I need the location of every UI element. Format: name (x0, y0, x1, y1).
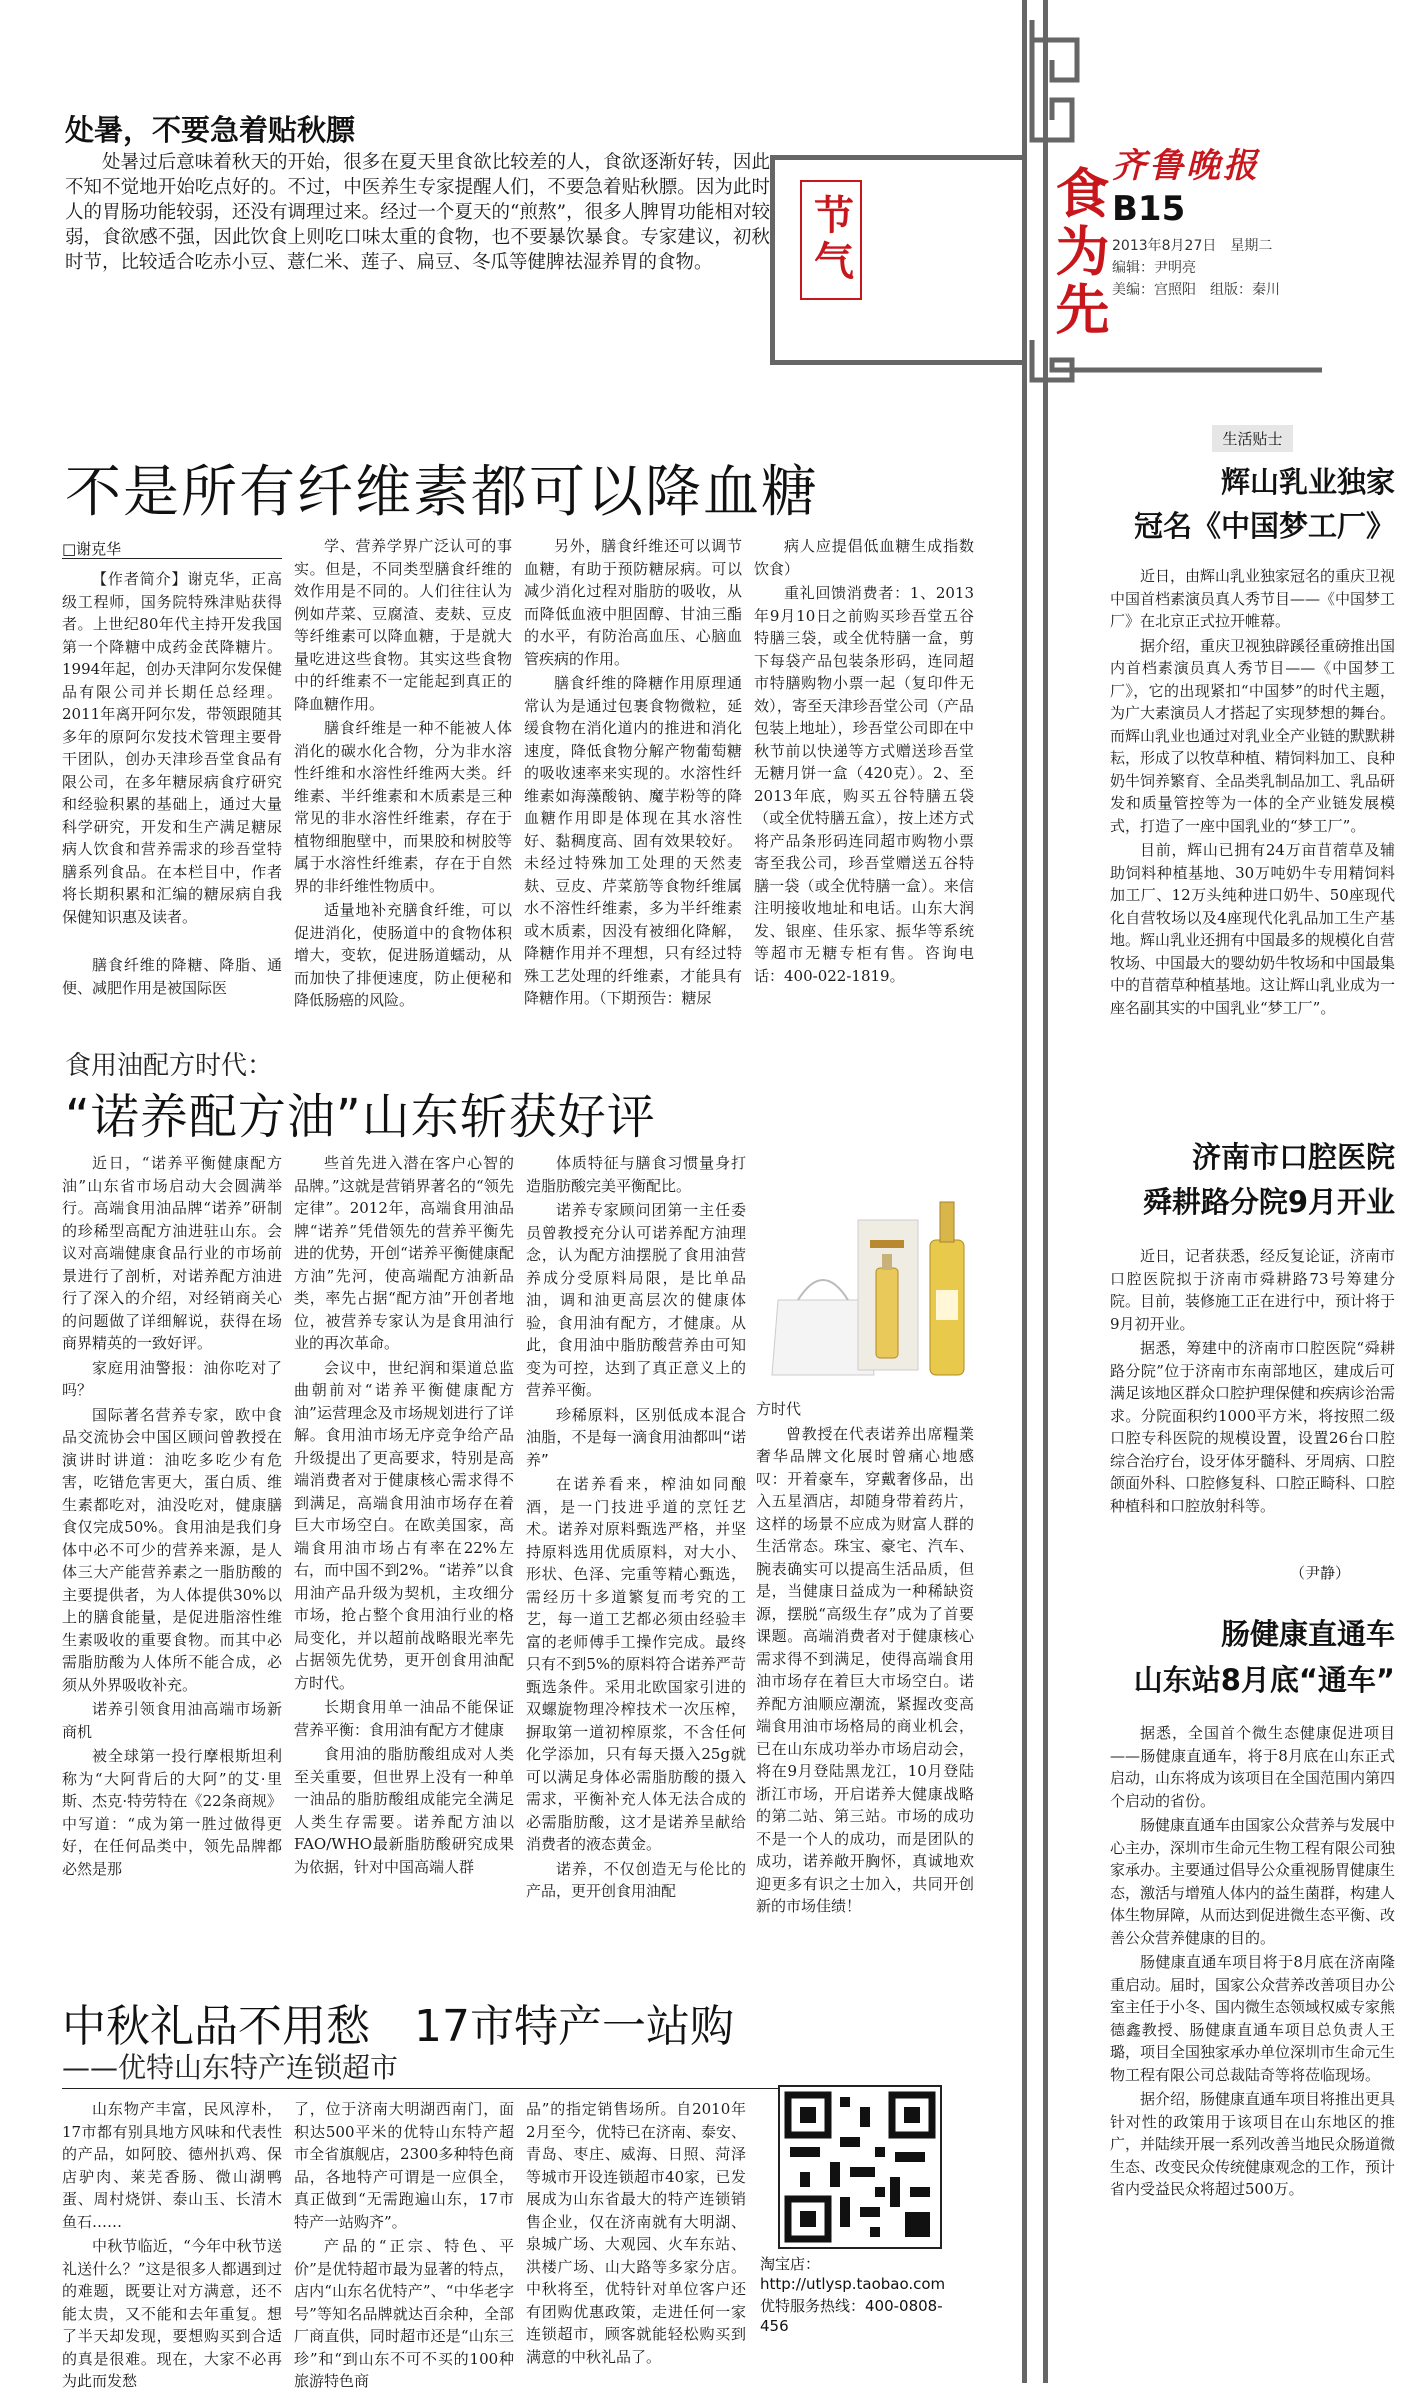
fiber-col-3 (524, 535, 742, 1035)
sidebar-a1-body (1110, 565, 1395, 1125)
fiber-col-2 (294, 535, 512, 1035)
midautumn-col2-para: 了，位于济南大明湖西南门，面积达500平米的优特山东特产超市全省旗舰店，2300多种特色商品，各地特产可谓是一应俱全，真正做到“无需跑遍山东，17市特产一站购齐”。 (294, 2100, 514, 2231)
fiber-col2-para: 适量地补充膳食纤维，可以促进消化，使肠道中的食物体积增大，变软，促进肠道蠕动，从而加快了排便速度，防止便秘和降低肠癌的风险。 (294, 901, 512, 1009)
oil-bottle-gift-box-image (758, 1180, 972, 1390)
oil-subhead: 长期食用单一油品不能保证营养平衡：食用油有配方才健康 (294, 1698, 514, 1739)
oil-col2-para: 会议中，世纪润和渠道总监曲朝前对“诺养平衡健康配方油”运营理念及市场规划进行了详解。食用油市场无序竞争给产品升级提出了更高要求，特别是高端消费者对于健康核心需求得不到满足，高端食用油市场存在着巨大市场空白。在欧美国家，高端食用油市场占有率在22%左右，而中国不到2%。“诺养”以食用油产品升级为契机，主攻细分市场，抢占整个食用油行业的格局变化，并以超前战略眼光率先占据领先优势，更开创食用油配方时代。 (294, 1358, 514, 1692)
oil-col1-para: 被全球第一投行摩根斯坦利称为“大阿背后的大阿”的艾·里斯、杰克·特劳特在《22条商规》中写道：“成为第一胜过做得更好，在任何品类中，领先品牌都必然是那 (62, 1747, 282, 1878)
midautumn-title: 中秋礼品不用愁 17市特产一站购 (62, 2001, 734, 2052)
oil-subhead: 诺养引领食用油高端市场新商机 (62, 1700, 282, 1741)
oil-article-kicker: 食用油配方时代： (65, 1051, 274, 1081)
fiber-col4-para: 病人应提倡低血糖生成指数饮食） (754, 537, 974, 578)
oil-col4-para: 曾教授在代表诺养出席糧業奢华品牌文化展时曾痛心地感叹：开着豪车，穿戴奢侈品，出入五星酒店，却随身带着药片，这样的场景不应成为财富人群的生活常态。珠宝、豪宅、汽车、腕表确实可以提高生活品质，但是，当健康日益成为一种稀缺资源，摆脱“高级生存”成为了首要课题。高端消费者对于健康核心需求得不到满足，使得高端食用油市场存在着巨大市场空白。诺养配方油顺应潮流，紧握改变高端食用油市场格局的商业机会，已在山东成功举办市场启动会，将在9月登陆黑龙江，10月登陆浙江市场，开启诺养大健康战略的第二站、第三站。市场的成功不是一个人的成功，而是团队的成功，诺养敞开胸怀，真诚地欢迎更多有识之士加入，共同开创新的市场佳绩！ (756, 1424, 974, 1915)
sidebar-a3-title-1: 肠健康直通车 (1220, 1617, 1395, 1651)
taobao-shop-label[interactable]: 淘宝店：http://utlysp.taobao.com (760, 2255, 946, 2293)
fiber-col-1 (62, 568, 282, 1038)
sidebar-a2-para: 据悉，筹建中的济南市口腔医院“舜耕路分院”位于济南市东南部地区，建成后可满足该地区群众口腔护理保健和疾病诊治需求。分院面积约1000平方米，将按照二级口腔专科医院的规模设置，设置26台口腔综合治疗台，设牙体牙髓科、牙周病、口腔颌面外科、口腔修复科、口腔正畸科、口腔种植科和口腔放射科等。 (1110, 1339, 1396, 1515)
fiber-col-4 (754, 535, 974, 1035)
fiber-col2-para: 学、营养学界广泛认可的事实。但是，不同类型膳食纤维的效作用是不同的。人们往往认为例如芹菜、豆腐渣、麦麸、豆皮等纤维素可以降血糖，于是就大量吃进这些食物。其实这些食物中的纤维素不一定能起到真正的降血糖作用。 (294, 537, 512, 713)
sidebar-a3-para: 据悉，全国首个微生态健康促进项目——肠健康直通车，将于8月底在山东正式启动，山东将成为该项目在全国范围内第四个启动的省份。 (1110, 1724, 1396, 1810)
sidebar-a2-byline: （尹静） (1290, 1564, 1351, 1582)
sidebar-a3-title-2: 山东站8月底“通车” (1133, 1663, 1395, 1697)
oil-col2-para: 些首先进入潜在客户心智的品牌。”这就是营销界著名的“领先定律”。2012年，高端食用油品牌“诺养”凭借领先的营养平衡先进的优势，开创“诺养平衡健康配方油”先河，使高端配方油新品类，率先占据“配方油”开创者地位，被营养专家认为是食用油行业的再次革命。 (294, 1154, 514, 1352)
hotline-label: 优特服务热线：400-0808-456 (760, 2297, 943, 2335)
midautumn-subtitle: ——优特山东特产连锁超市 (62, 2051, 399, 2084)
midautumn-rule (62, 2088, 782, 2089)
oil-col2-para: 食用油的脂肪酸组成对人类至关重要，但世界上没有一种单一油品的脂肪酸组成能完全满足人类生存需要。诺养配方油以FAO/WHO最新脂肪酸研究成果为依据，针对中国高端人群 (294, 1745, 514, 1876)
fiber-col1-para: 膳食纤维的降糖、降脂、通便、减肥作用是被国际医 (62, 956, 282, 997)
midautumn-col-3 (526, 2098, 746, 2368)
sidebar-a2-para: 近日，记者获悉，经反复论证，济南市口腔医院拟于济南市舜耕路73号筹建分院。目前，装修施工正在进行中，预计将于9月初开业。 (1110, 1247, 1396, 1333)
sidebar-a2-body (1110, 1245, 1395, 1560)
oil-col-1 (62, 1152, 282, 1992)
sidebar-a1-title-1: 辉山乳业独家 (1220, 465, 1395, 499)
qr-code-image[interactable] (778, 2085, 942, 2249)
page-number: B15 (1112, 189, 1186, 229)
oil-col3-para: 体质特征与膳食习惯量身打造脂肪酸完美平衡配比。 (526, 1154, 746, 1195)
midautumn-col2-para: 产品的“正宗、特色、平价”是优特超市最为显著的特点，店内“山东名优特产”、“中华老字号”等知名品牌就达百余种，全部厂商直供，同时超市还是“山东三珍”和“到山东不可不买的100种旅游特色商 (294, 2237, 514, 2390)
designer-line: 美编：宫照阳 组版：秦川 (1112, 282, 1280, 298)
top-article-title: 处暑，不要急着贴秋膘 (65, 113, 356, 147)
date-line: 2013年8月27日 星期二 (1112, 238, 1273, 254)
oil-subhead: 珍稀原料，区别低成本混合油脂，不是每一滴食用油都叫“诺养” (526, 1405, 746, 1469)
masthead-block (1112, 138, 1392, 299)
meander-pattern-top (1022, 20, 1086, 160)
meander-pattern-bottom (1022, 340, 1322, 400)
paper-name: 齐鲁晚报 (1112, 146, 1260, 186)
midautumn-col3-para: 品”的指定销售场所。自2010年2月至今，优特已在济南、泰安、青岛、枣庄、威海、日照、菏泽等城市开设连锁超市40家，已发展成为山东省最大的特产连锁销售企业，仅在济南就有大明湖、泉城广场、大观园、火车东站、洪楼广场、山大路等多家分店。中秋将至，优特针对单位客户还有团购优惠政策，走进任何一家连锁超市，顾客就能轻松购买到满意的中秋礼品了。 (526, 2100, 746, 2366)
oil-subhead: 家庭用油警报：油你吃对了吗？ (62, 1358, 282, 1399)
fiber-col3-para: 另外，膳食纤维还可以调节血糖，有助于预防糖尿病。可以减少消化过程对脂肪的吸收，从而降低血液中胆固醇、甘油三酯的水平，有防治高血压、心脑血管疾病的作用。 (524, 537, 742, 668)
section-title: 食为先 (1047, 165, 1110, 339)
oil-col3-para: 诺养，不仅创造无与伦比的产品，更开创食用油配 (526, 1859, 746, 1900)
sidebar (1110, 425, 1395, 452)
midautumn-col1-para: 中秋节临近，“今年中秋节送礼送什么？”这是很多人都遇到过的难题，既要让对方满意，还不能太贵，又不能和去年重复。想了半天却发现，要想购买到合适的真是很难。现在，大家不必再为此而发愁 (62, 2237, 282, 2390)
midautumn-col-2 (294, 2098, 514, 2390)
editor-line: 编辑：尹明亮 (1112, 260, 1196, 276)
oil-col1-para: 近日，“诺养平衡健康配方油”山东省市场启动大会圆满举行。高端食用油品牌“诺养”研制的珍稀型高配方油进驻山东。会议对高端健康食品行业的市场前景进行了剖析，对诺养配方油进行了深入的介绍，对经销商关心的问题做了详细解说，获得在场商界精英的一致好评。 (62, 1154, 282, 1352)
section-badge: 节气 (800, 180, 862, 300)
sidebar-tag: 生活贴士 (1212, 425, 1292, 452)
top-article-paragraph: 处暑过后意味着秋天的开始，很多在夏天里食欲比较差的人，食欲逐渐好转，因此不知不觉地开始吃点好的。不过，中医养生专家提醒人们，不要急着贴秋膘。因为此时人的胃肠功能较弱，还没有调理过来。经过一个夏天的“煎熬”，很多人脾胃功能相对较弱，食欲感不强，因此饮食上则吃口味太重的食物，也不要暴饮暴食。专家建议，初秋时节，比较适合吃赤小豆、薏仁米、莲子、扁豆、冬瓜等健脾祛湿养胃的食物。 (65, 152, 770, 273)
midautumn-col1-para: 山东物产丰富，民风淳朴，17市都有别具地方风味和代表性的产品，如阿胶、德州扒鸡、保店驴肉、莱芜香肠、微山湖鸭蛋、周村烧饼、泰山玉、长清木鱼石…… (62, 2100, 282, 2231)
oil-col-3 (526, 1152, 746, 1992)
oil-col-4 (756, 1398, 974, 1992)
fiber-author-bio: 【作者简介】谢克华，正高级工程师，国务院特殊津贴获得者。上世纪80年代主持开发我国第一个降糖中成药金芪降糖片。1994年起，创办天津阿尔发保健品有限公司并长期任总经理。2011年离开阿尔发，带领跟随其多年的原阿尔发技术管理主要骨干团队，创办天津珍吾堂食品有限公司，在多年糖尿病食疗研究和经验积累的基础上，通过大量科学研究，开发和生产满足糖尿病人饮食和营养需求的珍吾堂特膳系列食品。在本栏目中，作者将长期积累和汇编的糖尿病自我保健知识惠及读者。 (62, 570, 282, 926)
fiber-author-rule (62, 558, 282, 559)
fiber-article-author: □谢克华 (62, 540, 122, 558)
sidebar-a1-para: 据介绍，重庆卫视独辟蹊径重磅推出国内首档素演员真人秀节目——《中国梦工厂》，它的出现紧扣“中国梦”的时代主题，为广大素演员人才搭起了实现梦想的舞台。而辉山乳业也通过对乳业全产业链的默默耕耘，形成了以牧草种植、精饲料加工、良种奶牛饲养繁育、全品类乳制品加工、乳品研发和质量管控等为一体的全产业链发展模式，打造了一座中国乳业的“梦工厂”。 (1110, 636, 1396, 835)
top-article-body (65, 150, 770, 350)
sidebar-a1-para: 近日，由辉山乳业独家冠名的重庆卫视中国首档素演员真人秀节目——《中国梦工厂》在北京正式拉开帷幕。 (1110, 567, 1396, 630)
sidebar-a1-title-2: 冠名《中国梦工厂》 (1133, 509, 1395, 543)
fiber-col2-para: 膳食纤维是一种不能被人体消化的碳水化合物，分为非水溶性纤维和水溶性纤维两大类。纤维素、半纤维素和木质素是三种常见的非水溶性纤维素，存在于植物细胞壁中，而果胶和树胶等属于水溶性纤维素，存在于自然界的非纤维性物质中。 (294, 719, 512, 895)
sidebar-a3-para: 肠健康直通车由国家公众营养与发展中心主办，深圳市生命元生物工程有限公司独家承办。主要通过倡导公众重视肠胃健康生态，激活与增殖人体内的益生菌群，构建人体生物屏障，从而达到促进微生态平衡、改善公众营养健康的目的。 (1110, 1816, 1396, 1947)
sidebar-a3-para: 肠健康直通车项目将于8月底在济南隆重启动。届时，国家公众营养改善项目办公室主任于小冬、国内微生态领域权威专家熊德鑫教授、肠健康直通车项目总负责人王璐，项目全国独家承办单位深圳市生命元生物工程有限公司总裁陆奇等将莅临现场。 (1110, 1953, 1396, 2084)
oil-col3-para: 诺养专家顾问团第一主任委员曾教授充分认可诺养配方油理念，认为配方油摆脱了食用油营养成分受原料局限，是比单品油，调和油更高层次的健康体验，食用油有配方，才健康。从此，食用油中脂肪酸营养由可知变为可控，达到了真正意义上的营养平衡。 (526, 1201, 746, 1399)
fiber-article-title: 不是所有纤维素都可以降血糖 (65, 460, 819, 525)
sidebar-a1-para: 目前，辉山已拥有24万亩苜蓿草及辅助饲料种植基地、30万吨奶牛专用精饲料加工厂、12万头纯种进口奶牛、50座现代化自营牧场以及4座现代化乳品加工生产基地。辉山乳业还拥有中国最多的规模化自营牧场、中国最大的婴幼奶牛牧场和中国最集中的苜蓿草种植基地。这让辉山乳业成为一座名副其实的中国乳业“梦工厂”。 (1110, 841, 1396, 1017)
sidebar-a3-body (1110, 1722, 1395, 2367)
midautumn-col-1 (62, 2098, 282, 2390)
oil-col3-para: 在诺养看来，榨油如同酿酒，是一门技进乎道的烹饪艺术。诺养对原料甄选严格，并坚持原料选用优质原料，对大小、形状、色泽、完重等精心甄选，需经历十多道繁复而考究的工艺，每一道工艺都必须由经验丰富的老师傅手工操作完成。最终只有不到5%的原料符合诺养严苛甄选条件。采用北欧国家引进的双螺旋物理冷榨技术一次压榨，摒取第一道初榨原浆，不含任何化学添加，只有每天摄入25g就可以满足身体必需脂肪酸的摄入需求，平衡补充人体无法合成的必需脂肪酸，这才是诺养呈献给消费者的液态黄金。 (526, 1475, 746, 1853)
fiber-col3-para: 膳食纤维的降糖作用原理通常认为是通过包裹食物微粒，延缓食物在消化道内的推进和消化速度，降低食物分解产物葡萄糖的吸收速率来实现的。水溶性纤维素如海藻酸钠、魔芋粉等的降血糖作用即是体现在其水溶性好、黏稠度高、固有效果较好。未经过特殊加工处理的天然麦麸、豆皮、芹菜筋等食物纤维属水不溶性纤维素，多为半纤维素或木质素，因没有被细化降解，降糖作用并不理想，只有经过特殊工艺处理的纤维素，才能具有降糖作用。（下期预告：糖尿 (524, 674, 742, 1007)
oil-article-title: “诺养配方油”山东斩获好评 (65, 1089, 656, 1145)
oil-col1-para: 国际著名营养专家，欧中食品交流协会中国区顾问曾教授在演讲时讲道：油吃多吃少有危害，吃错危害更大，蛋白质、维生素都吃对，油没吃对，健康膳食仅完成50%。食用油是我们身体中必不可少的营养来源，是人体三大产能营养素之一脂肪酸的主要提供者，为人体提供30%以上的膳食能量，是促进脂溶性维生素吸收的重要食物。而其中必需脂肪酸为人体所不能合成，必须从外界吸收补充。 (62, 1405, 282, 1694)
oil-col4-lead: 方时代 (756, 1400, 802, 1418)
oil-col-2 (294, 1152, 514, 1992)
sidebar-a3-para: 据介绍，肠健康直通车项目将推出更具针对性的政策用于该项目在山东地区的推广，并陆续开展一系列改善当地民众肠道微生态、改变民众传统健康观念的工作，预计省内受益民众将超过500万。 (1110, 2090, 1396, 2198)
sidebar-a2-title-1: 济南市口腔医院 (1191, 1140, 1395, 1174)
sidebar-a2-title-2: 舜耕路分院9月开业 (1142, 1185, 1395, 1219)
fiber-col4-para: 重礼回馈消费者：1、2013年9月10日之前购买珍吾堂五谷特膳三袋，或全优特膳一盒，剪下每袋产品包装条形码，连同超市特膳购物小票一起（复印件无效），寄至天津珍吾堂公司（产品包装上地址），珍吾堂公司即在中秋节前以快递等方式赠送珍吾堂无糖月饼一盒（420克）。2、至2013年底，购买五谷特膳五袋（或全优特膳五盒），按上述方式将产品条形码连同超市购物小票寄至我公司，珍吾堂赠送五谷特膳一袋（或全优特膳一盒）。来信注明接收地址和电话。山东大润发、银座、佳乐家、振华等系统等超市无糖专柜有售。咨询电话：400-022-1819。 (754, 584, 974, 985)
